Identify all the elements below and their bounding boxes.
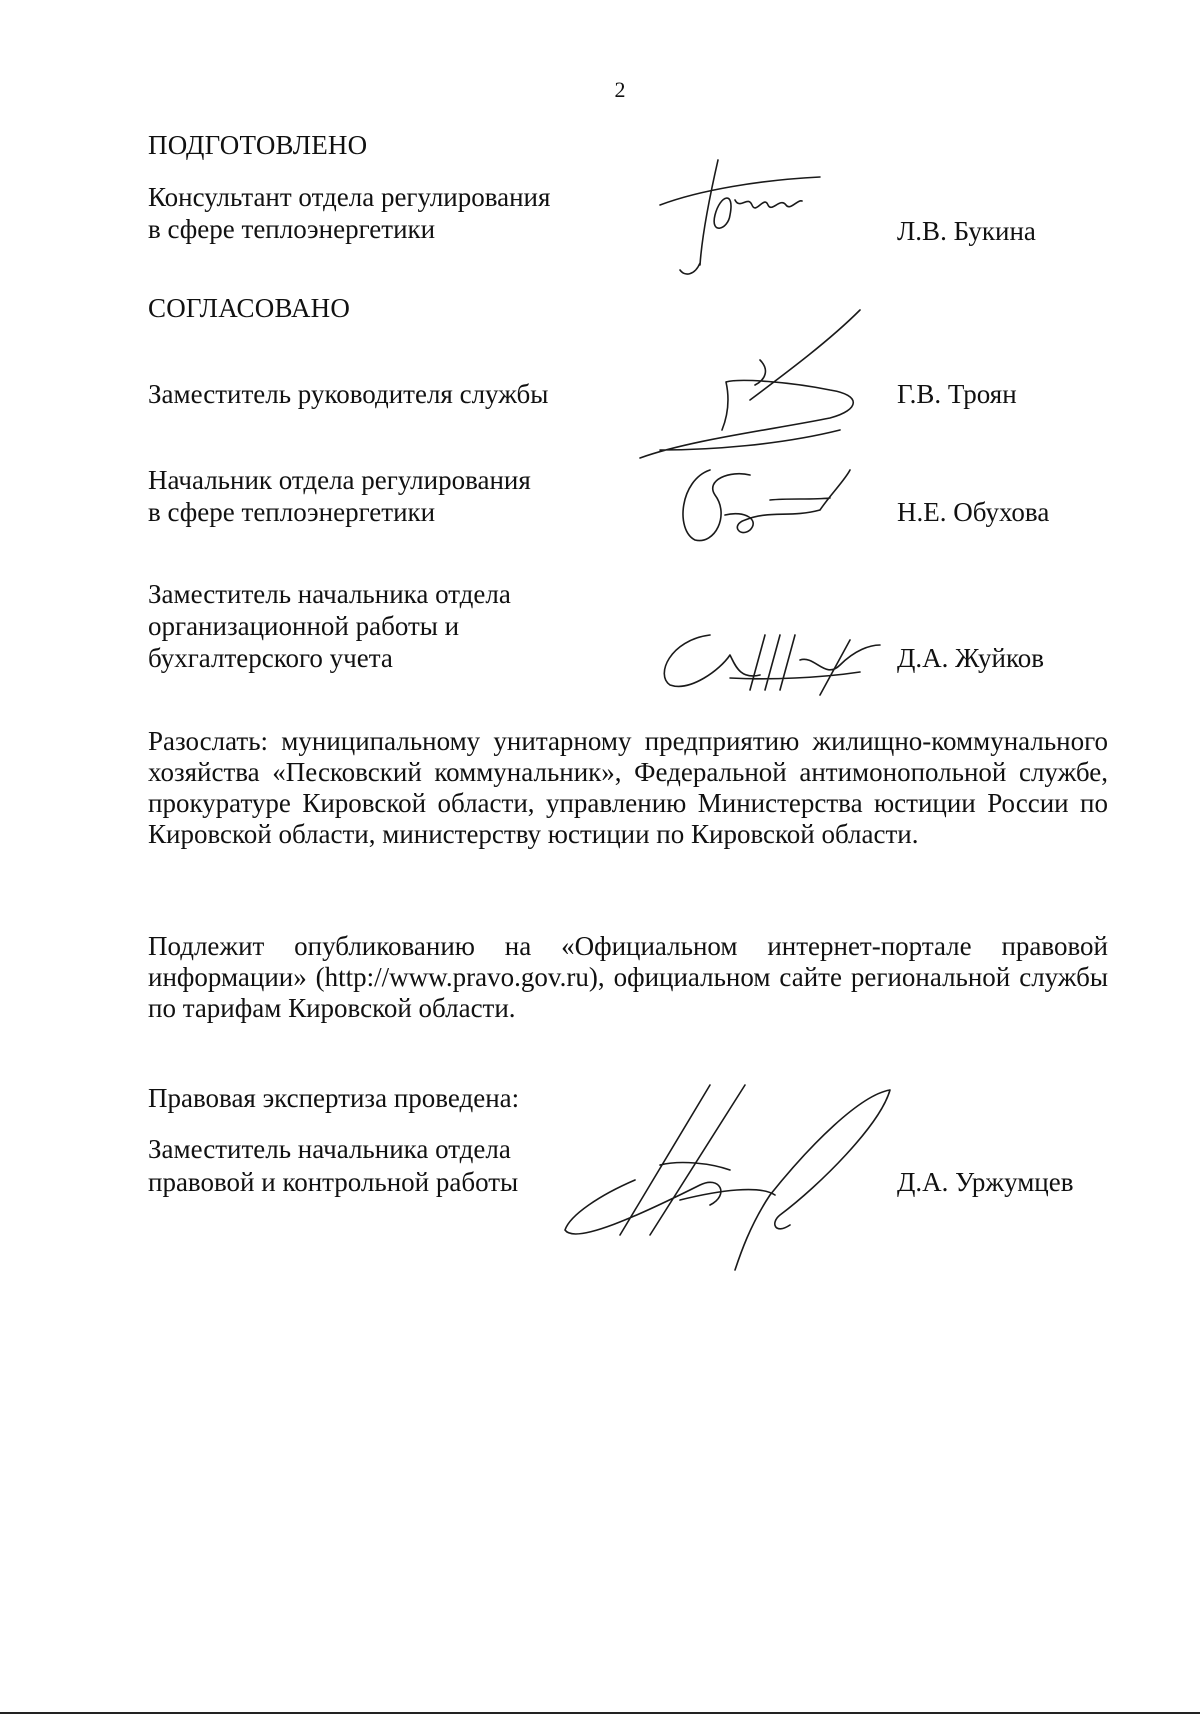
signature-urzhumtsev bbox=[560, 1075, 900, 1275]
legal-review-signer-name: Д.А. Уржумцев bbox=[897, 1167, 1074, 1197]
distribution-paragraph: Разослать: муниципальному унитарному предприятию жилищно-коммунального хозяйства «Песковский коммунальник», Федеральной антимонопольной службе, прокуратуре Кировской области, управлению Министерства юстиции России по Кировской области, министерству юстиции по Кировской области. bbox=[148, 726, 1108, 849]
publication-paragraph: Подлежит опубликованию на «Официальном интернет-портале правовой информации» (http://www.pravo.gov.ru), официальном сайте региональной службы по тарифам Кировской области. bbox=[148, 931, 1108, 1023]
prepared-signer-name: Л.В. Букина bbox=[897, 216, 1036, 246]
prepared-role-line-2: в сфере теплоэнергетики bbox=[148, 214, 436, 244]
signature-obukhova bbox=[670, 460, 870, 550]
agreed-signer-1-name: Г.В. Троян bbox=[897, 379, 1017, 409]
agreed-signer-3-name: Д.А. Жуйков bbox=[897, 643, 1044, 673]
page-number: 2 bbox=[614, 77, 626, 102]
agreed-signer-2-role-line-1: Начальник отдела регулирования bbox=[148, 465, 531, 495]
agreed-signer-2-role-line-2: в сфере теплоэнергетики bbox=[148, 497, 436, 527]
prepared-role-line-1: Консультант отдела регулирования bbox=[148, 182, 551, 212]
agreed-signer-2-name: Н.Е. Обухова bbox=[897, 497, 1050, 527]
legal-review-heading: Правовая экспертиза проведена: bbox=[148, 1083, 520, 1113]
signature-troyan bbox=[630, 300, 890, 470]
legal-review-role-line-2: правовой и контрольной работы bbox=[148, 1167, 519, 1197]
bottom-rule bbox=[0, 1712, 1200, 1714]
agreed-signer-3-role-line-2: организационной работы и bbox=[148, 611, 460, 641]
agreed-heading: СОГЛАСОВАНО bbox=[148, 293, 351, 323]
agreed-signer-3-role-line-3: бухгалтерского учета bbox=[148, 643, 393, 673]
legal-review-role-line-1: Заместитель начальника отдела bbox=[148, 1134, 511, 1164]
signature-bukina bbox=[640, 155, 840, 285]
prepared-heading: ПОДГОТОВЛЕНО bbox=[148, 130, 368, 160]
agreed-signer-3-role-line-1: Заместитель начальника отдела bbox=[148, 579, 511, 609]
agreed-signer-1-role-line-1: Заместитель руководителя службы bbox=[148, 379, 549, 409]
signature-zhuikov bbox=[650, 620, 890, 700]
